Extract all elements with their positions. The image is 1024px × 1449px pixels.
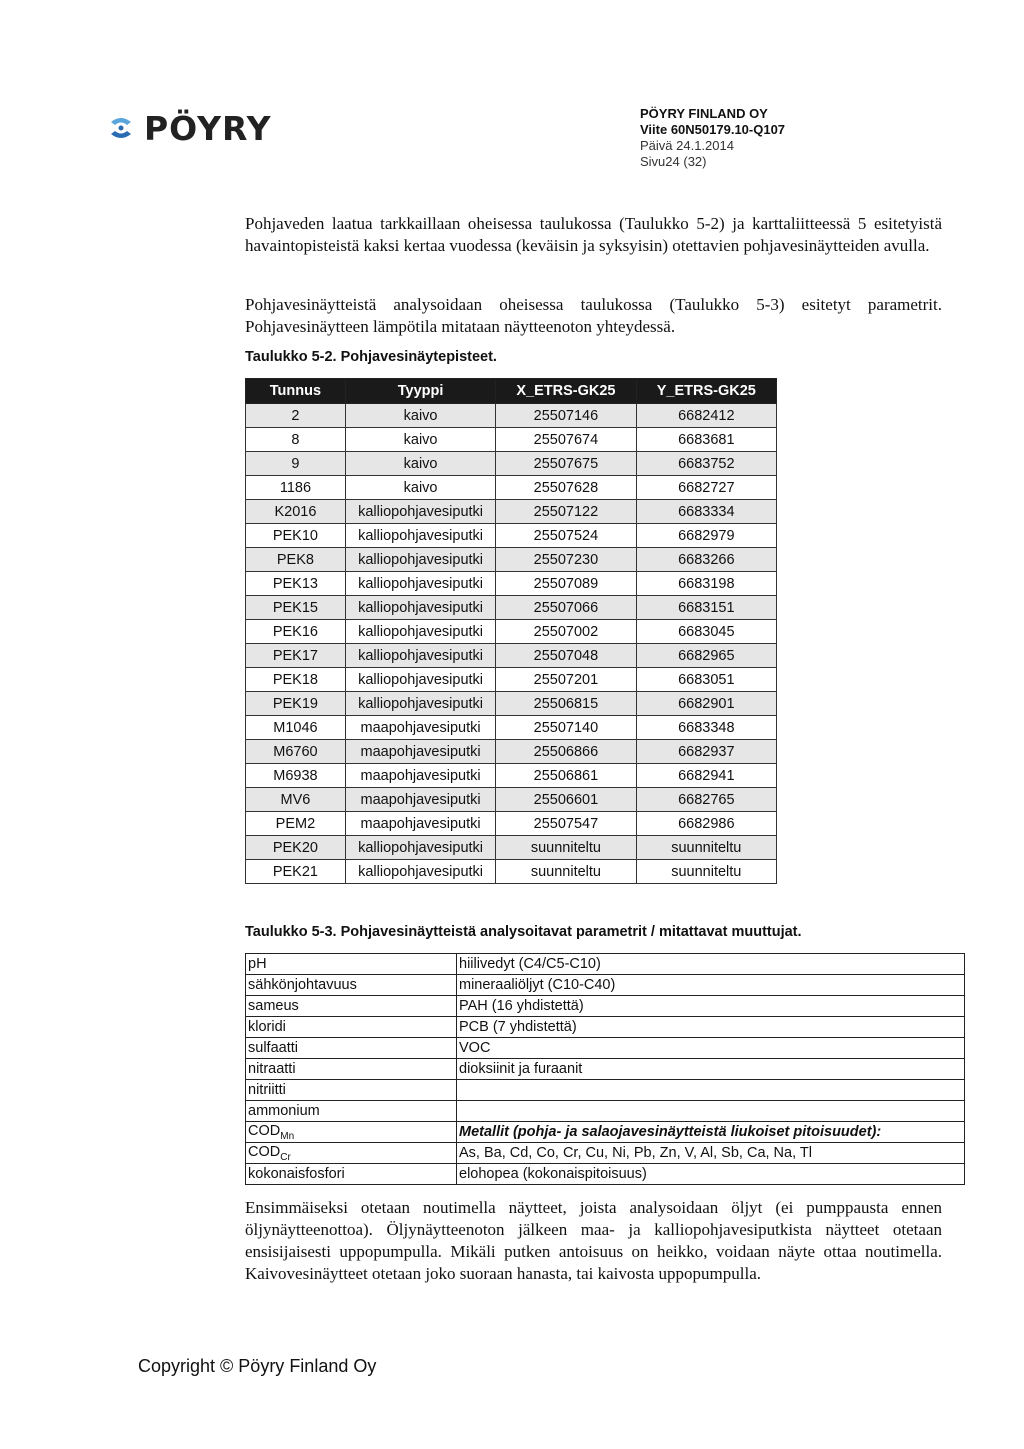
cell-x: 25507140: [496, 716, 636, 740]
cell-tunnus: PEK10: [246, 524, 346, 548]
cell-tyyppi: kalliopohjavesiputki: [345, 860, 495, 884]
cell-tunnus: PEK15: [246, 596, 346, 620]
parameter-cell: [246, 1017, 457, 1038]
table-row: [246, 1059, 965, 1080]
parameter-subscript: Cr: [280, 1151, 291, 1163]
poyry-logo: [108, 107, 271, 149]
cell-tunnus: PEK20: [246, 836, 346, 860]
cell-x: 25507547: [496, 812, 636, 836]
cell-x: suunniteltu: [496, 836, 636, 860]
cell-tyyppi: kaivo: [345, 452, 495, 476]
cell-tyyppi: kalliopohjavesiputki: [345, 836, 495, 860]
analysis-cell: PAH (16 yhdistettä): [457, 996, 965, 1017]
parameter-name: kloridi: [248, 1019, 286, 1035]
cell-tyyppi: kalliopohjavesiputki: [345, 596, 495, 620]
cell-x: 25507201: [496, 668, 636, 692]
parameter-cell: [246, 975, 457, 996]
table-row: [246, 1080, 965, 1101]
paragraph-intro: Pohjaveden laatua tarkkaillaan oheisessa taulukossa (Taulukko 5-2) ja karttaliitteessä 5 esitetyistä havaintopisteistä kaksi kertaa vuodessa (keväisin ja syksyisin) otettavien pohjavesinäytteiden avulla.: [245, 214, 942, 255]
table-row: [246, 1143, 965, 1164]
cell-x: 25507122: [496, 500, 636, 524]
table-row: [246, 692, 777, 716]
parameter-name: sähkönjohtavuus: [248, 977, 357, 993]
analysis-cell: Metallit (pohja- ja salaojavesinäytteistä liukoiset pitoisuudet):: [457, 1122, 965, 1143]
parameter-subscript: Mn: [280, 1130, 295, 1142]
table-row: [246, 1164, 965, 1185]
cell-x: 25507675: [496, 452, 636, 476]
table-row: [246, 788, 777, 812]
cell-tyyppi: kalliopohjavesiputki: [345, 620, 495, 644]
table-row: [246, 572, 777, 596]
cell-y: 6683198: [636, 572, 776, 596]
analysis-cell: As, Ba, Cd, Co, Cr, Cu, Ni, Pb, Zn, V, Al, Sb, Ca, Na, Tl: [457, 1143, 965, 1164]
company-name: PÖYRY FINLAND OY: [640, 106, 768, 121]
table-row: [246, 644, 777, 668]
parameter-name: nitraatti: [248, 1061, 296, 1077]
table-row: [246, 812, 777, 836]
table-row: [246, 404, 777, 428]
document-header: [640, 106, 785, 170]
cell-tunnus: PEK8: [246, 548, 346, 572]
table-row: [246, 500, 777, 524]
table-5-3-caption: Taulukko 5-3. Pohjavesinäytteistä analysoitavat parametrit / mitattavat muuttujat.: [245, 924, 802, 940]
cell-tunnus: PEK17: [246, 644, 346, 668]
parameter-cell: [246, 1059, 457, 1080]
column-header-x: X_ETRS-GK25: [496, 379, 636, 404]
column-header-tunnus: Tunnus: [246, 379, 346, 404]
table-row: [246, 975, 965, 996]
table-row: [246, 548, 777, 572]
table-row: [246, 476, 777, 500]
parameter-cell: [246, 1038, 457, 1059]
cell-tyyppi: maapohjavesiputki: [345, 716, 495, 740]
table-row: [246, 668, 777, 692]
cell-tunnus: 1186: [246, 476, 346, 500]
analysis-cell: [457, 1101, 965, 1122]
parameter-name: sameus: [248, 998, 299, 1014]
parameter-cell: [246, 954, 457, 975]
cell-tyyppi: maapohjavesiputki: [345, 812, 495, 836]
cell-y: suunniteltu: [636, 860, 776, 884]
analysis-cell: [457, 1080, 965, 1101]
parameter-name: COD: [248, 1143, 281, 1160]
cell-x: 25506601: [496, 788, 636, 812]
table-5-2-caption: Taulukko 5-2. Pohjavesinäytepisteet.: [245, 349, 497, 365]
cell-tunnus: 9: [246, 452, 346, 476]
table-row: [246, 620, 777, 644]
cell-tyyppi: kalliopohjavesiputki: [345, 548, 495, 572]
cell-x: 25506861: [496, 764, 636, 788]
cell-x: 25507048: [496, 644, 636, 668]
paragraph-sampling-procedure: Ensimmäiseksi otetaan noutimella näytteet, joista analysoidaan öljyt (ei pumppausta ennen öljynäytteenottoa). Öljynäytteenoton jälkeen maa- ja kalliopohjavesiputkista näytteet otetaan ensisijaisesti uppopumpulla. Mikäli putken antoisuus on heikko, voidaan näyte ottaa noutimella. Kaivovesinäytteet otetaan joko suoraan hanasta, tai kaivosta uppopumpulla.: [245, 1198, 942, 1283]
parameter-cell: [246, 1143, 457, 1164]
cell-tyyppi: kalliopohjavesiputki: [345, 668, 495, 692]
cell-y: 6683348: [636, 716, 776, 740]
cell-tyyppi: kalliopohjavesiputki: [345, 500, 495, 524]
cell-tunnus: PEK18: [246, 668, 346, 692]
cell-tunnus: M6938: [246, 764, 346, 788]
cell-x: 25506815: [496, 692, 636, 716]
analysis-cell: hiilivedyt (C4/C5-C10): [457, 954, 965, 975]
analysis-cell: dioksiinit ja furaanit: [457, 1059, 965, 1080]
table-row: [246, 996, 965, 1017]
poyry-logo-icon: [108, 113, 134, 143]
cell-y: 6683266: [636, 548, 776, 572]
parameter-cell: [246, 1164, 457, 1185]
table-row: [246, 740, 777, 764]
cell-y: 6683334: [636, 500, 776, 524]
cell-tunnus: PEK21: [246, 860, 346, 884]
cell-x: 25506866: [496, 740, 636, 764]
document-date: Päivä 24.1.2014: [640, 138, 734, 153]
table-row: [246, 954, 965, 975]
cell-y: 6683681: [636, 428, 776, 452]
analysis-cell: PCB (7 yhdistettä): [457, 1017, 965, 1038]
cell-tyyppi: kalliopohjavesiputki: [345, 692, 495, 716]
cell-y: 6683051: [636, 668, 776, 692]
parameter-name: kokonaisfosfori: [248, 1166, 345, 1182]
table-row: [246, 524, 777, 548]
cell-tyyppi: kaivo: [345, 404, 495, 428]
cell-x: 25507146: [496, 404, 636, 428]
cell-y: 6682765: [636, 788, 776, 812]
cell-tyyppi: kaivo: [345, 428, 495, 452]
copyright-footer: Copyright © Pöyry Finland Oy: [138, 1356, 377, 1376]
cell-tunnus: MV6: [246, 788, 346, 812]
paragraph-parameters: Pohjavesinäytteistä analysoidaan oheisessa taulukossa (Taulukko 5-3) esitetyt parametrit. Pohjavesinäytteen lämpötila mitataan näytteenoton yhteydessä.: [245, 295, 942, 336]
cell-x: 25507089: [496, 572, 636, 596]
cell-tunnus: PEK13: [246, 572, 346, 596]
table-row: [246, 860, 777, 884]
cell-x: 25507524: [496, 524, 636, 548]
parameter-cell: [246, 1101, 457, 1122]
cell-tunnus: 8: [246, 428, 346, 452]
cell-x: 25507628: [496, 476, 636, 500]
table-row: [246, 1038, 965, 1059]
parameters-table: [245, 953, 965, 1185]
cell-x: 25507002: [496, 620, 636, 644]
cell-y: 6682941: [636, 764, 776, 788]
cell-x: suunniteltu: [496, 860, 636, 884]
parameter-name: ammonium: [248, 1103, 320, 1119]
cell-tunnus: PEK16: [246, 620, 346, 644]
cell-tunnus: 2: [246, 404, 346, 428]
sampling-points-table: [245, 378, 777, 884]
cell-y: 6682937: [636, 740, 776, 764]
cell-x: 25507674: [496, 428, 636, 452]
cell-tyyppi: maapohjavesiputki: [345, 740, 495, 764]
cell-tyyppi: maapohjavesiputki: [345, 788, 495, 812]
table-row: [246, 1101, 965, 1122]
cell-y: 6682412: [636, 404, 776, 428]
parameter-cell: [246, 1080, 457, 1101]
cell-tyyppi: kaivo: [345, 476, 495, 500]
logo-wordmark: PÖYRY: [144, 108, 272, 148]
cell-tyyppi: kalliopohjavesiputki: [345, 524, 495, 548]
cell-tunnus: M6760: [246, 740, 346, 764]
cell-y: 6683045: [636, 620, 776, 644]
cell-tyyppi: maapohjavesiputki: [345, 764, 495, 788]
parameter-name: sulfaatti: [248, 1040, 298, 1056]
parameter-cell: [246, 996, 457, 1017]
page-number: Sivu24 (32): [640, 154, 707, 169]
table-row: [246, 428, 777, 452]
cell-y: suunniteltu: [636, 836, 776, 860]
parameter-name: pH: [248, 956, 267, 972]
parameter-name: COD: [248, 1122, 281, 1139]
cell-tunnus: PEM2: [246, 812, 346, 836]
cell-y: 6682727: [636, 476, 776, 500]
analysis-cell: elohopea (kokonaispitoisuus): [457, 1164, 965, 1185]
analysis-cell: mineraaliöljyt (C10-C40): [457, 975, 965, 996]
table-row: [246, 596, 777, 620]
column-header-y: Y_ETRS-GK25: [636, 379, 776, 404]
table-header-row: [246, 379, 777, 404]
cell-y: 6682979: [636, 524, 776, 548]
cell-y: 6682986: [636, 812, 776, 836]
table-row: [246, 452, 777, 476]
cell-tunnus: PEK19: [246, 692, 346, 716]
cell-x: 25507230: [496, 548, 636, 572]
cell-x: 25507066: [496, 596, 636, 620]
cell-tunnus: K2016: [246, 500, 346, 524]
cell-tyyppi: kalliopohjavesiputki: [345, 572, 495, 596]
table-row: [246, 764, 777, 788]
cell-y: 6682901: [636, 692, 776, 716]
cell-tunnus: M1046: [246, 716, 346, 740]
table-row: [246, 716, 777, 740]
parameter-cell: [246, 1122, 457, 1143]
table-row: [246, 836, 777, 860]
table-row: [246, 1122, 965, 1143]
reference-number: Viite 60N50179.10-Q107: [640, 122, 786, 137]
column-header-tyyppi: Tyyppi: [345, 379, 495, 404]
cell-y: 6683151: [636, 596, 776, 620]
cell-y: 6682965: [636, 644, 776, 668]
cell-y: 6683752: [636, 452, 776, 476]
table-row: [246, 1017, 965, 1038]
analysis-cell: VOC: [457, 1038, 965, 1059]
cell-tyyppi: kalliopohjavesiputki: [345, 644, 495, 668]
parameter-name: nitriitti: [248, 1082, 286, 1098]
